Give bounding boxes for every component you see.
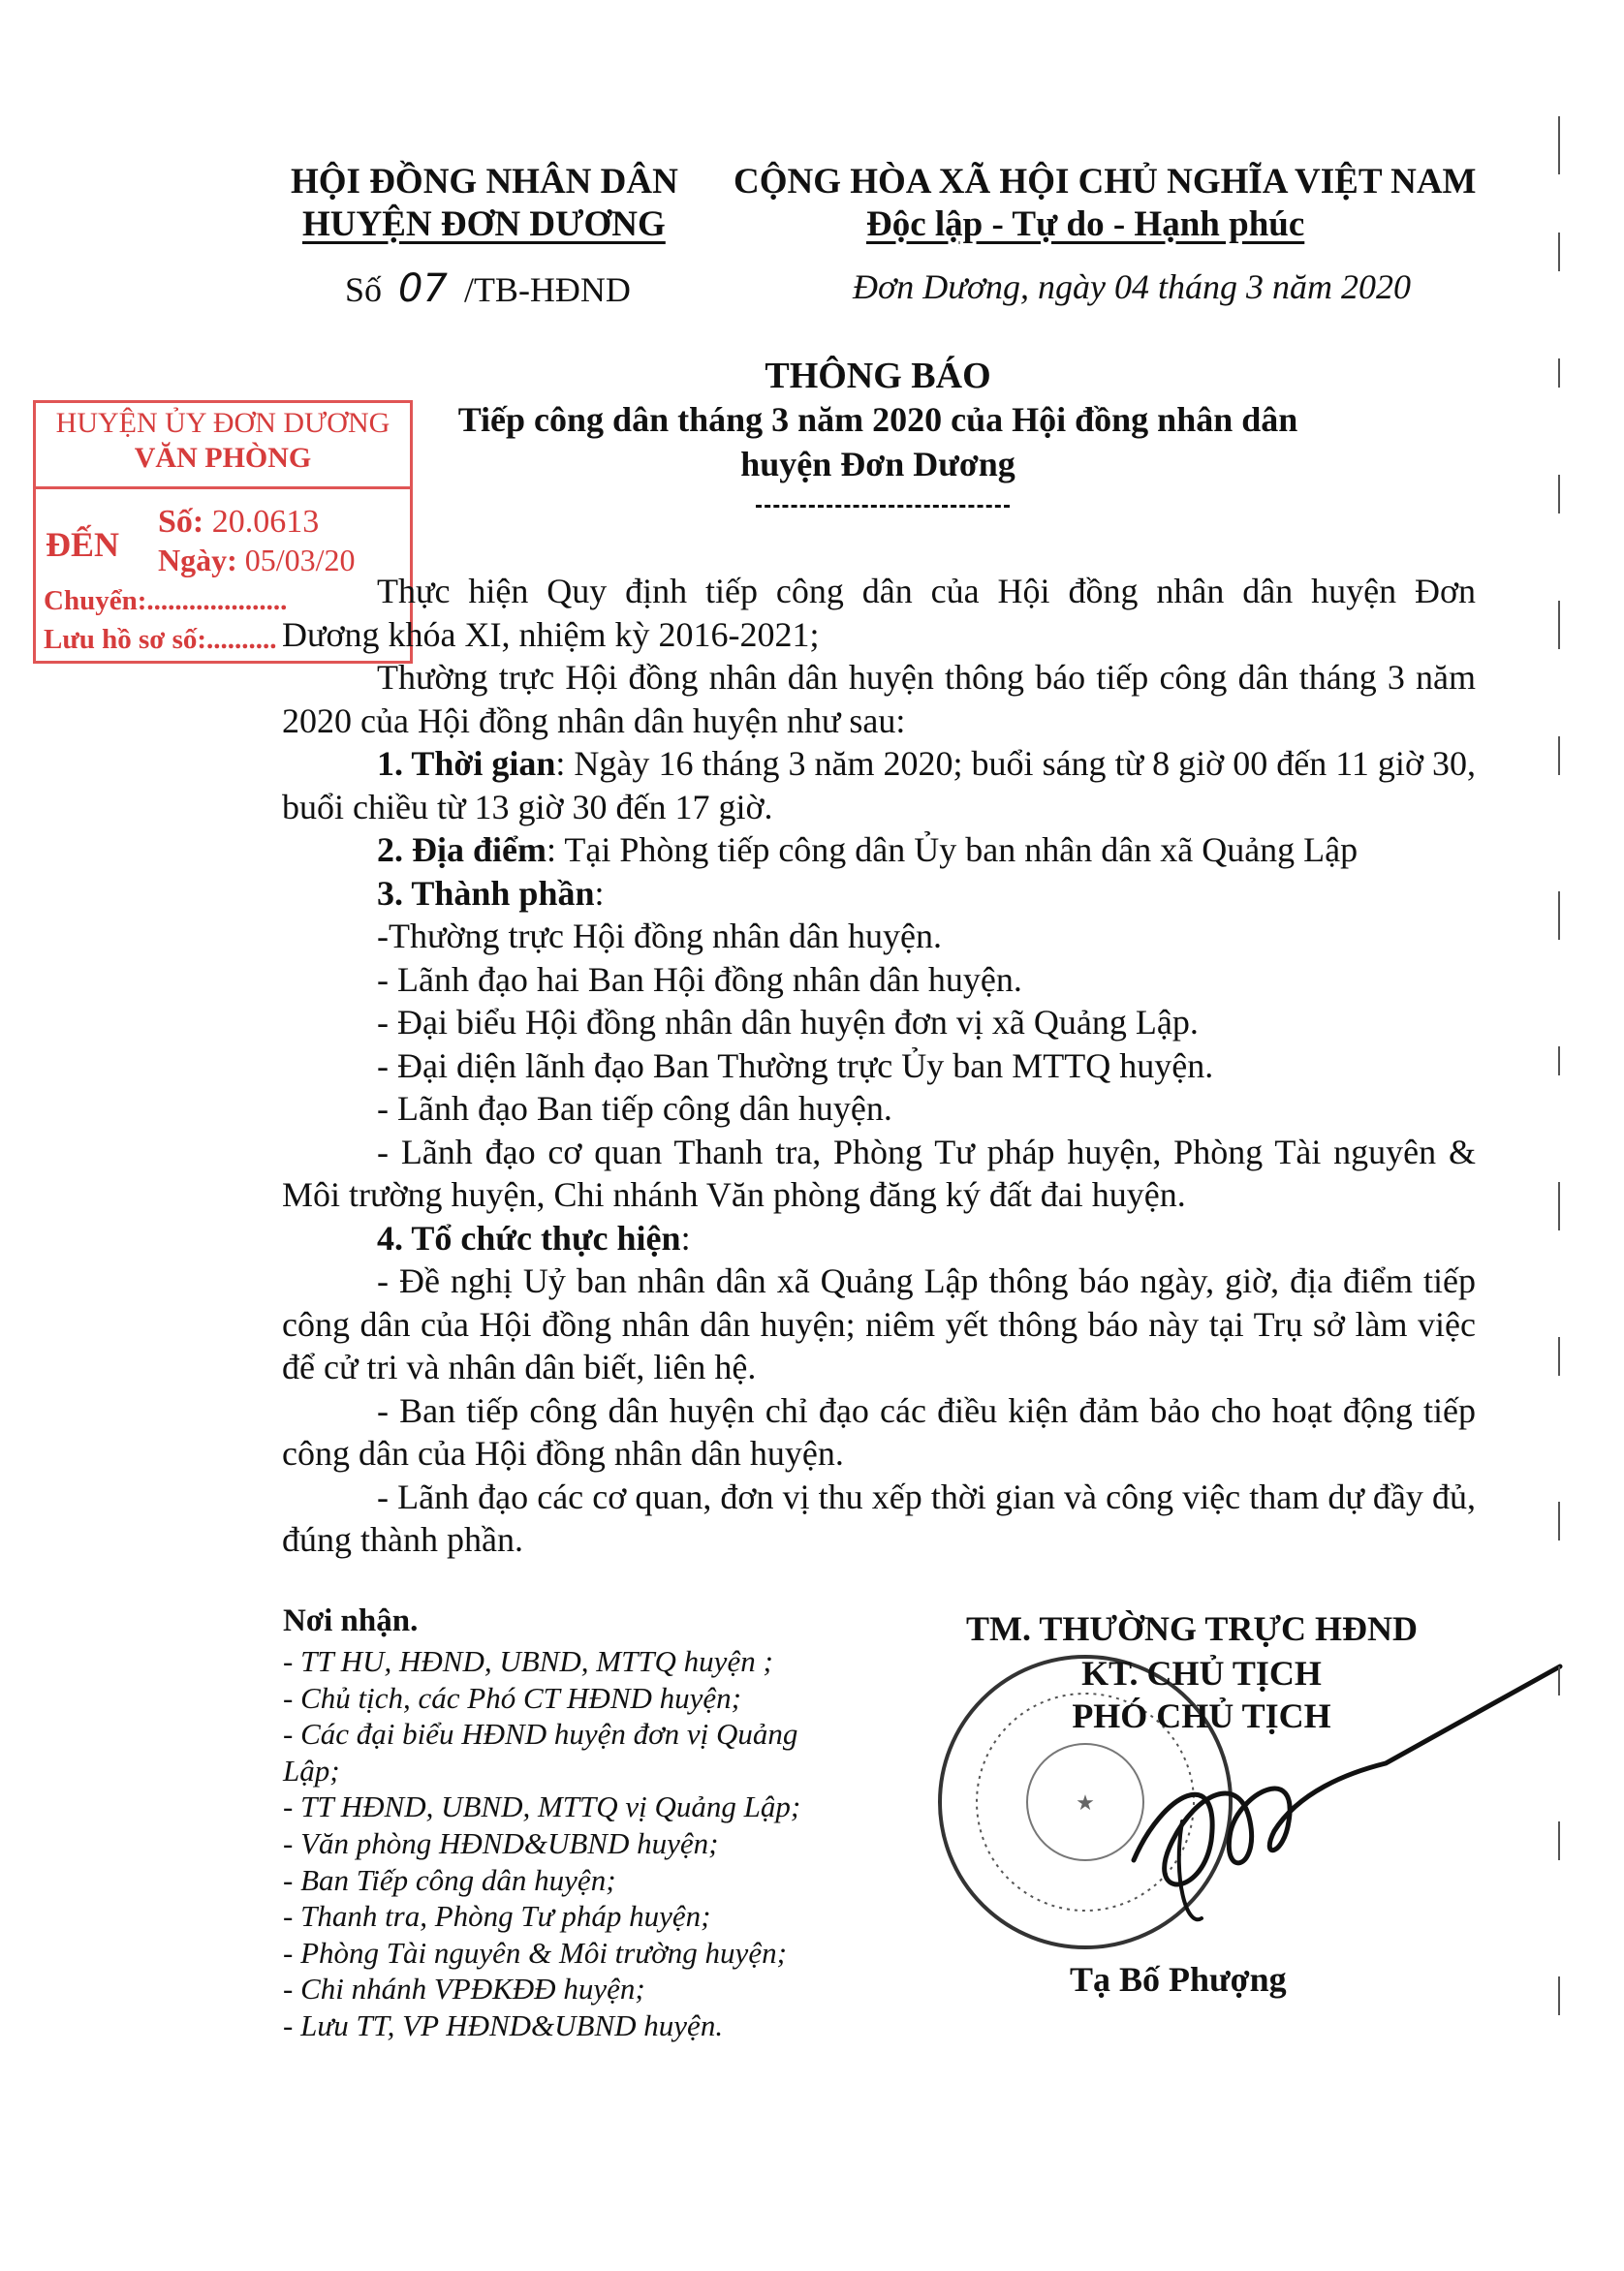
recipient-item: - Các đại biểu HĐND huyện đơn vị Quảng Lập;: [283, 1717, 798, 1788]
doc-title: THÔNG BÁO: [765, 356, 991, 396]
participant-item: - Lãnh đạo Ban tiếp công dân huyện.: [377, 1089, 892, 1128]
scan-mark: [1558, 116, 1560, 174]
scan-mark: [1558, 736, 1560, 775]
scan-mark: [1558, 1666, 1560, 1695]
implementation-item: - Đề nghị Uỷ ban nhân dân xã Quảng Lập thông báo ngày, giờ, địa điểm tiếp công dân của Hội đồng nhân dân huyện; niêm yết thông báo này tại Trụ sở làm việc để cử tri và nhân dân biết, liên hệ.: [282, 1261, 1476, 1386]
intro-text-line1: Thực hiện Quy định tiếp công dân của Hội đồng nhân dân huyện Đơn: [377, 572, 1476, 610]
recipient-item: - Ban Tiếp công dân huyện;: [283, 1862, 616, 1897]
section-implementation: [282, 1217, 1476, 1260]
stamp-so-value: 20.0613: [211, 504, 320, 540]
scan-mark: [1558, 601, 1560, 649]
implementation-item: - Ban tiếp công dân huyện chỉ đạo các điều kiện đảm bảo cho hoạt động tiếp công dân của Hội đồng nhân dân huyện.: [282, 1390, 1476, 1473]
scan-mark: [1558, 1046, 1560, 1075]
section-participants: [282, 872, 1476, 916]
signer-name: Tạ Bố Phượng: [1070, 1960, 1287, 1999]
section-place-label: 2. Địa điểm: [377, 830, 547, 869]
section-participants-colon: :: [594, 873, 605, 913]
document-body: [282, 570, 1476, 1562]
section-time-label: 1. Thời gian: [377, 744, 556, 783]
stamp-luu-ho-so: Lưu hồ sơ số:..........: [44, 624, 277, 655]
title-rule: [756, 505, 1010, 508]
doc-subtitle-line2: huyện Đơn Dương: [740, 445, 1015, 483]
section-implementation-label: 4. Tổ chức thực hiện: [377, 1218, 681, 1258]
participant-item: -Thường trực Hội đồng nhân dân huyện.: [377, 917, 942, 955]
signature-line3: PHÓ CHỦ TỊCH: [1072, 1696, 1331, 1735]
org-name-line2: HUYỆN ĐƠN DƯƠNG: [302, 204, 666, 244]
recipients-heading: Nơi nhận.: [283, 1603, 419, 1638]
scan-mark: [1558, 233, 1560, 271]
section-place-text: : Tại Phòng tiếp công dân Ủy ban nhân dân xã Quảng Lập: [547, 830, 1359, 869]
recipient-item: - Văn phòng HĐND&UBND huyện;: [283, 1825, 719, 1860]
recipient-item: - Chi nhánh VPĐKĐĐ huyện;: [283, 1972, 645, 2007]
nation-motto: Độc lập - Tự do - Hạnh phúc: [866, 204, 1305, 244]
scan-mark: [1558, 891, 1560, 940]
section-time: [282, 742, 1476, 828]
recipient-item: - TT HU, HĐND, UBND, MTTQ huyện ;: [283, 1644, 773, 1678]
stamp-ngay-value: 05/03/20: [244, 543, 356, 577]
scan-mark: [1558, 475, 1560, 513]
doc-subtitle-line1: Tiếp công dân tháng 3 năm 2020 của Hội đồng nhân dân: [457, 400, 1298, 439]
section-participants-label: 3. Thành phần: [377, 873, 595, 913]
body-paragraph-announce: Thường trực Hội đồng nhân dân huyện thông báo tiếp công dân tháng 3 năm 2020 của Hội đồng nhân dân huyện như sau:: [282, 658, 1476, 740]
body-paragraph-intro: [282, 570, 1476, 613]
nation-title: CỘNG HÒA XÃ HỘI CHỦ NGHĨA VIỆT NAM: [734, 162, 1477, 202]
stamp-chuyen: Chuyển:....................: [44, 585, 288, 616]
intro-text-line2: Dương khóa XI, nhiệm kỳ 2016-2021;: [282, 614, 820, 654]
recipient-item: - TT HĐND, UBND, MTTQ vị Quảng Lập;: [283, 1789, 801, 1824]
implementation-item: - Lãnh đạo các cơ quan, đơn vị thu xếp thời gian và công việc tham dự đầy đủ, đúng thành phần.: [282, 1477, 1476, 1559]
stamp-so-label: Số:: [158, 504, 204, 540]
svg-text:★: ★: [1076, 1791, 1095, 1816]
number-handwritten: 07: [398, 266, 448, 311]
stamp-ngay-label: Ngày:: [158, 543, 237, 577]
signature-line1: TM. THƯỜNG TRỰC HĐND: [965, 1609, 1418, 1648]
stamp-org-line1: HUYỆN ỦY ĐƠN DƯƠNG: [55, 407, 390, 439]
scan-mark: [1558, 358, 1560, 388]
stamp-den: ĐẾN: [46, 525, 120, 564]
participant-item: - Đại biểu Hội đồng nhân dân huyện đơn vị xã Quảng Lập.: [377, 1003, 1199, 1042]
recipient-item: - Chủ tịch, các Phó CT HĐND huyện;: [283, 1680, 741, 1715]
signature-title-block: [901, 1608, 1483, 1736]
scan-mark: [1558, 1502, 1560, 1540]
recipient-item: - Phòng Tài nguyên & Môi trường huyện;: [283, 1935, 787, 1970]
scan-edge: [1558, 116, 1560, 2170]
stamp-divider: [36, 486, 410, 489]
participant-item: - Lãnh đạo hai Ban Hội đồng nhân dân huyện.: [377, 959, 1022, 999]
stamp-so: [158, 504, 319, 541]
scan-mark: [1558, 1976, 1560, 2015]
number-suffix: /TB-HĐND: [463, 270, 631, 309]
section-place: [282, 828, 1476, 872]
participant-item: - Đại diện lãnh đạo Ban Thường trực Ủy ban MTTQ huyện.: [377, 1045, 1214, 1085]
scan-mark: [1558, 1821, 1560, 1860]
participant-item: - Lãnh đạo cơ quan Thanh tra, Phòng Tư pháp huyện, Phòng Tài nguyên & Môi trường huyện, Chi nhánh Văn phòng đăng ký đất đai huyện.: [282, 1132, 1476, 1214]
scan-mark: [1558, 1337, 1560, 1376]
org-name-line1: HỘI ĐỒNG NHÂN DÂN: [291, 162, 678, 202]
section-time-text: : Ngày 16 tháng 3 năm 2020; buổi sáng từ 8 giờ 00 đến 11 giờ 30, buổi chiều từ 13 giờ 30 đến 17 giờ.: [282, 744, 1477, 826]
body-paragraph-intro-cont: [282, 613, 1476, 657]
signature-line2: KT. CHỦ TỊCH: [1081, 1654, 1322, 1693]
number-prefix: Số: [345, 270, 383, 309]
recipient-item: - Lưu TT, VP HĐND&UBND huyện.: [283, 2007, 724, 2042]
recipient-item: - Thanh tra, Phòng Tư pháp huyện;: [283, 1899, 711, 1934]
stamp-org-line2: VĂN PHÒNG: [134, 442, 312, 474]
document-number: [345, 266, 631, 311]
place-date: Đơn Dương, ngày 04 tháng 3 năm 2020: [853, 267, 1412, 306]
section-implementation-colon: :: [680, 1218, 691, 1258]
scan-mark: [1558, 1182, 1560, 1230]
recipients-block: [283, 1603, 855, 2044]
